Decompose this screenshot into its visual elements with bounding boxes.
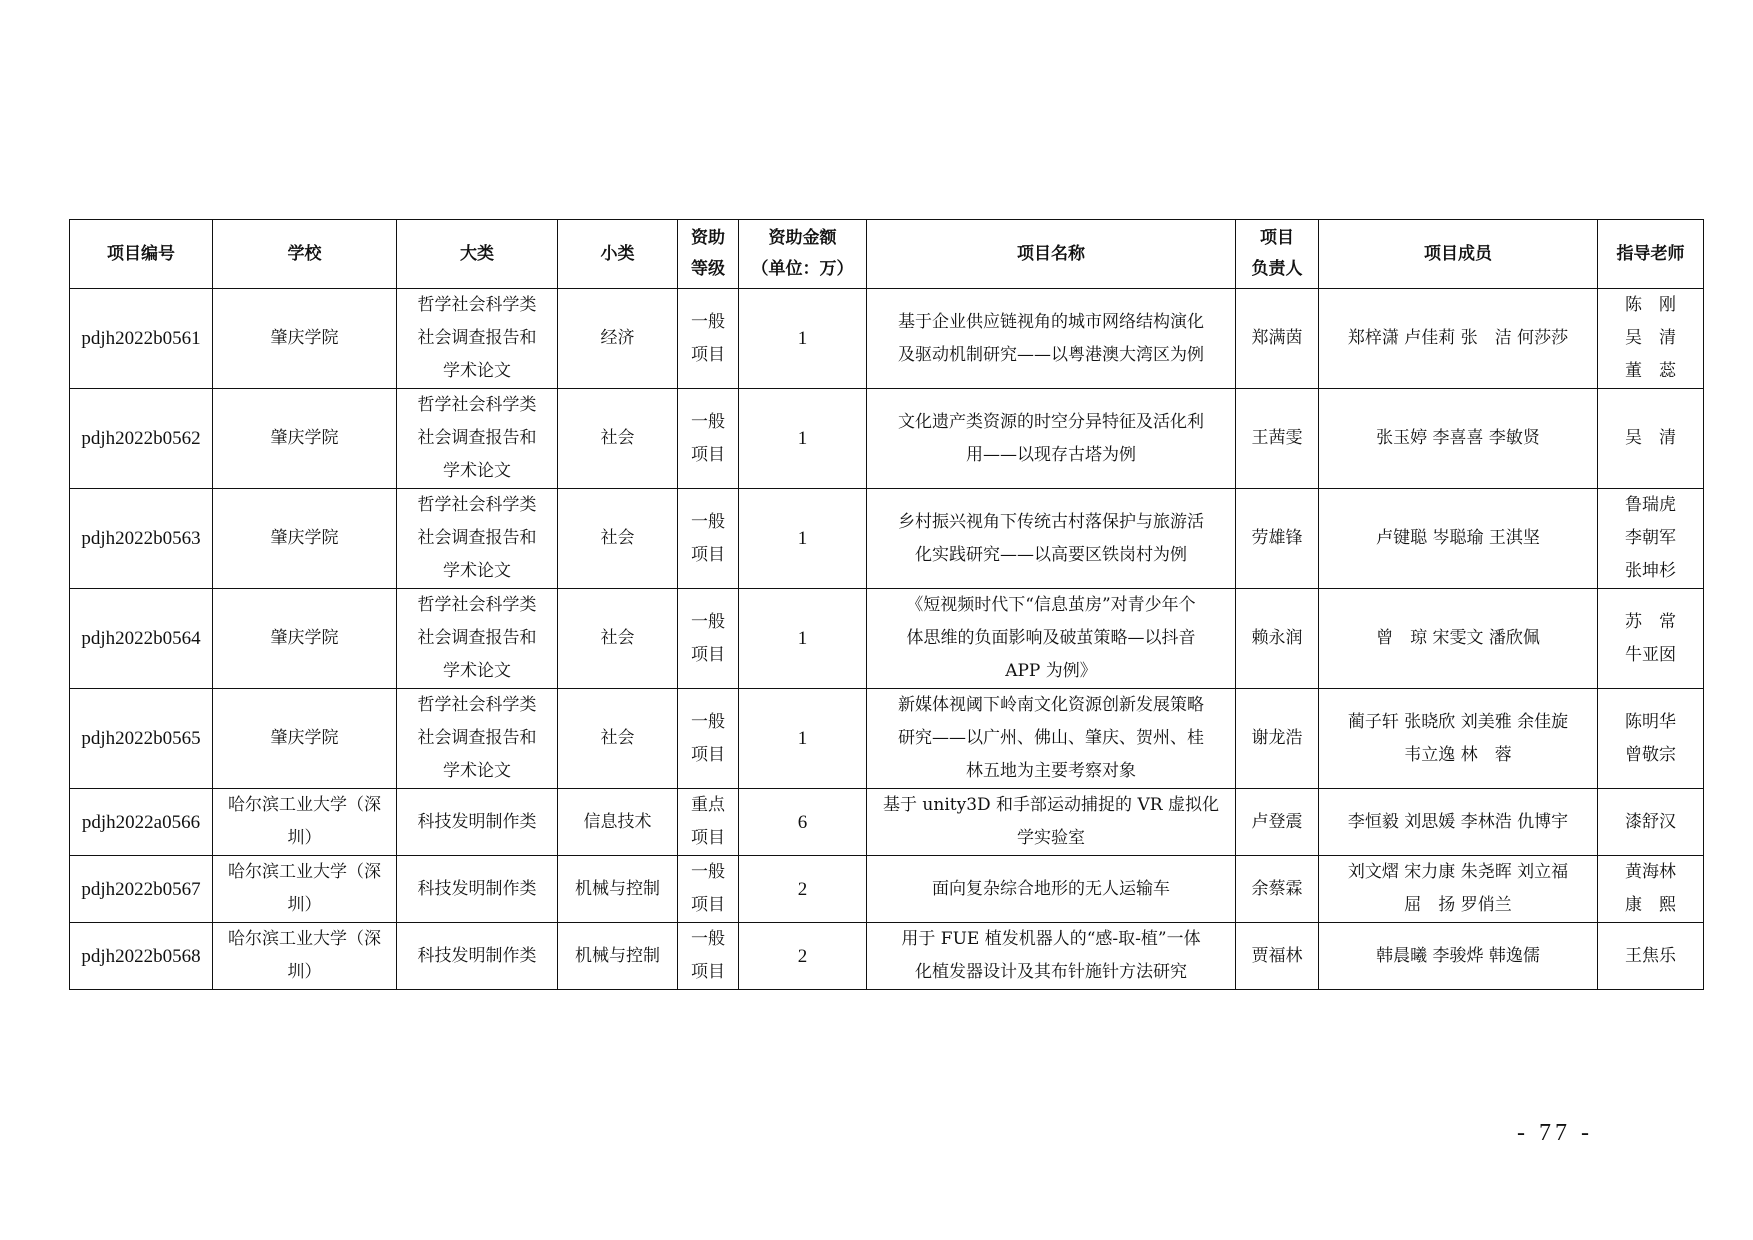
cell-leader: 赖永润 (1236, 589, 1319, 689)
cell-amount: 1 (739, 389, 867, 489)
cell-amount: 2 (739, 923, 867, 990)
cell-minor-category: 社会 (558, 489, 678, 589)
cell-major-category: 哲学社会科学类 社会调查报告和 学术论文 (397, 389, 558, 489)
cell-members: 韩晨曦 李骏烨 韩逸儒 (1319, 923, 1598, 990)
cell-code: pdjh2022b0562 (70, 389, 213, 489)
table-row (70, 289, 1704, 389)
cell-major-category: 科技发明制作类 (397, 923, 558, 990)
cell-level: 重点 项目 (678, 789, 739, 856)
cell-major-category: 哲学社会科学类 社会调查报告和 学术论文 (397, 589, 558, 689)
cell-level: 一般 项目 (678, 289, 739, 389)
cell-amount: 1 (739, 489, 867, 589)
cell-school: 哈尔滨工业大学（深 圳） (213, 789, 397, 856)
cell-level: 一般 项目 (678, 923, 739, 990)
cell-school: 肇庆学院 (213, 689, 397, 789)
cell-major-category: 哲学社会科学类 社会调查报告和 学术论文 (397, 689, 558, 789)
cell-members: 蔺子轩 张晓欣 刘美雅 余佳旋 韦立逸 林 蓉 (1319, 689, 1598, 789)
cell-advisors: 苏 常 牛亚囡 (1598, 589, 1704, 689)
header-members: 项目成员 (1319, 220, 1598, 289)
cell-members: 曾 琼 宋雯文 潘欣佩 (1319, 589, 1598, 689)
table-row (70, 589, 1704, 689)
cell-school: 肇庆学院 (213, 389, 397, 489)
cell-project-name: 基于 unity3D 和手部运动捕捉的 VR 虚拟化 学实验室 (867, 789, 1236, 856)
header-row (70, 220, 1704, 289)
header-major-category: 大类 (397, 220, 558, 289)
cell-amount: 2 (739, 856, 867, 923)
cell-advisors: 黄海林 康 熙 (1598, 856, 1704, 923)
project-table (69, 219, 1704, 990)
cell-members: 张玉婷 李喜喜 李敏贤 (1319, 389, 1598, 489)
cell-leader: 卢登震 (1236, 789, 1319, 856)
cell-level: 一般 项目 (678, 856, 739, 923)
cell-members: 刘文熠 宋力康 朱尧晖 刘立福 屈 扬 罗俏兰 (1319, 856, 1598, 923)
cell-members: 郑梓潇 卢佳莉 张 洁 何莎莎 (1319, 289, 1598, 389)
table-row (70, 789, 1704, 856)
header-level: 资助 等级 (678, 220, 739, 289)
cell-members: 卢键聪 岑聪瑜 王淇坚 (1319, 489, 1598, 589)
table-row (70, 923, 1704, 990)
cell-code: pdjh2022b0564 (70, 589, 213, 689)
cell-minor-category: 机械与控制 (558, 856, 678, 923)
cell-level: 一般 项目 (678, 689, 739, 789)
cell-project-name: 《短视频时代下“信息茧房”对青少年个 体思维的负面影响及破茧策略—以抖音 APP 为例》 (867, 589, 1236, 689)
cell-major-category: 科技发明制作类 (397, 789, 558, 856)
cell-minor-category: 机械与控制 (558, 923, 678, 990)
cell-school: 肇庆学院 (213, 289, 397, 389)
cell-project-name: 文化遗产类资源的时空分异特征及活化利 用——以现存古塔为例 (867, 389, 1236, 489)
cell-project-name: 用于 FUE 植发机器人的“感-取-植”一体 化植发器设计及其布针施针方法研究 (867, 923, 1236, 990)
cell-level: 一般 项目 (678, 589, 739, 689)
header-school: 学校 (213, 220, 397, 289)
cell-amount: 6 (739, 789, 867, 856)
cell-advisors: 陈 刚 吴 清 董 蕊 (1598, 289, 1704, 389)
cell-school: 肇庆学院 (213, 489, 397, 589)
cell-school: 哈尔滨工业大学（深 圳） (213, 856, 397, 923)
cell-project-name: 乡村振兴视角下传统古村落保护与旅游活 化实践研究——以高要区铁岗村为例 (867, 489, 1236, 589)
header-advisors: 指导老师 (1598, 220, 1704, 289)
cell-advisors: 王焦乐 (1598, 923, 1704, 990)
header-code: 项目编号 (70, 220, 213, 289)
cell-code: pdjh2022b0561 (70, 289, 213, 389)
cell-leader: 余蔡霖 (1236, 856, 1319, 923)
cell-major-category: 哲学社会科学类 社会调查报告和 学术论文 (397, 289, 558, 389)
header-leader: 项目 负责人 (1236, 220, 1319, 289)
table-row (70, 389, 1704, 489)
cell-minor-category: 社会 (558, 689, 678, 789)
cell-project-name: 面向复杂综合地形的无人运输车 (867, 856, 1236, 923)
cell-code: pdjh2022b0563 (70, 489, 213, 589)
cell-leader: 劳雄锋 (1236, 489, 1319, 589)
cell-project-name: 基于企业供应链视角的城市网络结构演化 及驱动机制研究——以粤港澳大湾区为例 (867, 289, 1236, 389)
cell-leader: 谢龙浩 (1236, 689, 1319, 789)
table-row (70, 489, 1704, 589)
table-row (70, 689, 1704, 789)
cell-code: pdjh2022b0567 (70, 856, 213, 923)
cell-members: 李恒毅 刘思媛 李林浩 仇博宇 (1319, 789, 1598, 856)
cell-major-category: 科技发明制作类 (397, 856, 558, 923)
cell-advisors: 鲁瑞虎 李朝军 张坤杉 (1598, 489, 1704, 589)
header-amount: 资助金额 （单位：万） (739, 220, 867, 289)
cell-leader: 郑满茵 (1236, 289, 1319, 389)
cell-amount: 1 (739, 689, 867, 789)
cell-advisors: 陈明华 曾敬宗 (1598, 689, 1704, 789)
header-project-name: 项目名称 (867, 220, 1236, 289)
cell-leader: 王茜雯 (1236, 389, 1319, 489)
cell-school: 肇庆学院 (213, 589, 397, 689)
cell-minor-category: 经济 (558, 289, 678, 389)
cell-amount: 1 (739, 289, 867, 389)
cell-advisors: 漆舒汉 (1598, 789, 1704, 856)
cell-code: pdjh2022b0565 (70, 689, 213, 789)
table-row (70, 856, 1704, 923)
page-number: - 77 - (1517, 1120, 1593, 1146)
cell-level: 一般 项目 (678, 489, 739, 589)
cell-minor-category: 社会 (558, 389, 678, 489)
cell-code: pdjh2022a0566 (70, 789, 213, 856)
header-minor-category: 小类 (558, 220, 678, 289)
cell-minor-category: 信息技术 (558, 789, 678, 856)
cell-minor-category: 社会 (558, 589, 678, 689)
cell-school: 哈尔滨工业大学（深 圳） (213, 923, 397, 990)
cell-project-name: 新媒体视阈下岭南文化资源创新发展策略 研究——以广州、佛山、肇庆、贺州、桂 林五地为主要考察对象 (867, 689, 1236, 789)
cell-leader: 贾福林 (1236, 923, 1319, 990)
cell-level: 一般 项目 (678, 389, 739, 489)
cell-major-category: 哲学社会科学类 社会调查报告和 学术论文 (397, 489, 558, 589)
cell-advisors: 吴 清 (1598, 389, 1704, 489)
cell-amount: 1 (739, 589, 867, 689)
cell-code: pdjh2022b0568 (70, 923, 213, 990)
